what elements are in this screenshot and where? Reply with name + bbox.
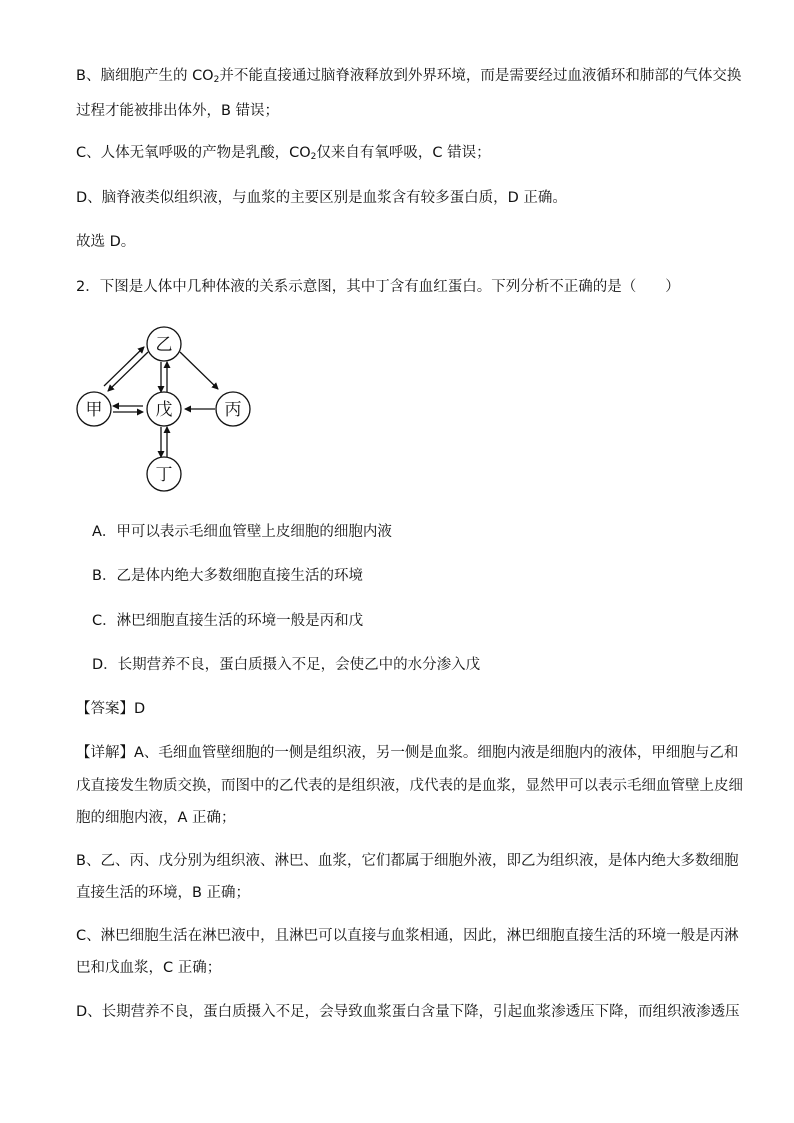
node-wu-label: 戊 [155,400,173,420]
explanation-b-line2: 直接生活的环境，B 正确； [76,885,251,901]
explanation-c-line2: 巴和戊血浆，C 正确； [76,960,222,976]
option-d: D．长期营养不良，蛋白质摄入不足，会使乙中的水分渗入戊 [92,657,481,673]
explanation-a-line1: 【详解】A、毛细血管壁细胞的一侧是组织液，另一侧是血浆。细胞内液是细胞内的液体，甲细胞与乙和 [76,745,739,761]
arrow-jia-to-yi [104,347,144,386]
explanation-a-line2: 戊直接发生物质交换，而图中的乙代表的是组织液，戊代表的是血浆，显然甲可以表示毛细血管壁上皮细 [76,778,743,794]
conclusion-line: 故选 D。 [76,234,136,250]
question-2-stem: 2．下图是人体中几种体液的关系示意图，其中丁含有血红蛋白。下列分析不正确的是（ ） [76,279,680,295]
arrow-yi-to-bing [180,352,218,389]
explanation-b-line1: B、乙、丙、戊分别为组织液、淋巴、血浆，它们都属于细胞外液，即乙为组织液，是体内绝大多数细胞 [76,853,739,869]
node-ding-label: 丁 [155,465,173,485]
explanation-c-line1: C、淋巴细胞生活在淋巴液中，且淋巴可以直接与血浆相通，因此，淋巴细胞直接生活的环境一般是丙淋 [76,928,739,944]
answer-line: 【答案】D [76,701,146,717]
option-a: A．甲可以表示毛细血管壁上皮细胞的细胞内液 [92,524,392,540]
arrow-yi-to-jia [108,352,148,391]
option-d-explanation: D、脑脊液类似组织液，与血浆的主要区别是血浆含有较多蛋白质，D 正确。 [76,190,567,206]
option-c: C．淋巴细胞直接生活的环境一般是丙和戊 [92,613,364,629]
option-b-explanation-line2: 过程才能被排出体外，B 错误； [76,103,280,119]
explanation-d-line1: D、长期营养不良，蛋白质摄入不足，会导致血浆蛋白含量下降，引起血浆渗透压下降，而组织液渗透压 [76,1004,740,1020]
option-b: B．乙是体内绝大多数细胞直接生活的环境 [92,568,363,584]
option-b-explanation-line1: B、脑细胞产生的 $CO_2$并不能直接通过脑脊液释放到外界环境，而是需要经过血液循环和肺部的气体交换 [76,68,742,85]
explanation-a-line3: 胞的细胞内液，A 正确； [76,810,236,826]
node-bing-label: 丙 [224,400,242,420]
body-fluid-diagram [70,322,260,497]
option-c-explanation: C、人体无氧呼吸的产物是乳酸，$CO_2$仅来自有氧呼吸，C 错误； [76,145,491,162]
node-jia-label: 甲 [85,400,103,420]
node-yi-label: 乙 [155,335,173,355]
